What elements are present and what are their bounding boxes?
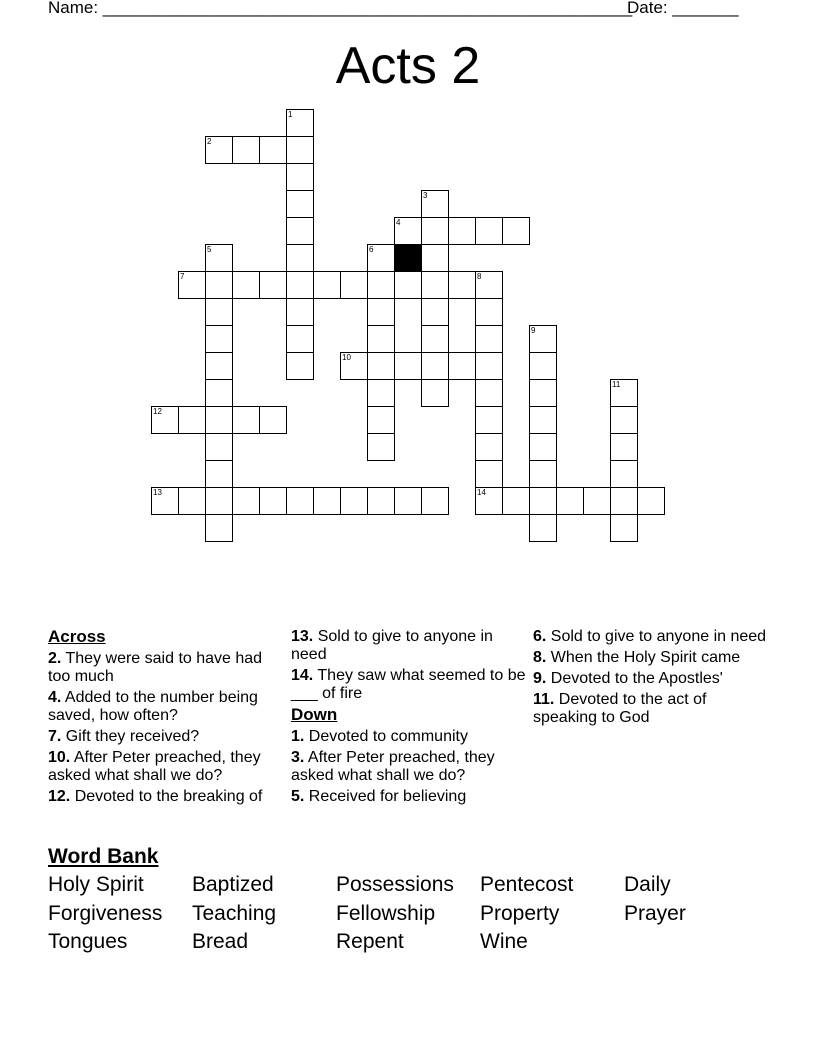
grid-cell[interactable] [475, 487, 503, 515]
grid-cell[interactable] [205, 325, 233, 353]
clue-text: They saw what seemed to be ___ of fire [291, 667, 526, 702]
clue-item [48, 728, 288, 746]
grid-cell[interactable] [340, 271, 368, 299]
clue-item [291, 628, 531, 664]
grid-cell[interactable] [529, 487, 557, 515]
grid-cell[interactable] [367, 244, 395, 272]
word-bank-item: Property [480, 901, 560, 925]
clue-number-label: 10. [48, 749, 71, 766]
clue-item [291, 749, 531, 785]
grid-cell[interactable] [475, 433, 503, 461]
grid-cell[interactable] [421, 271, 449, 299]
grid-cell[interactable] [151, 487, 179, 515]
grid-cell[interactable] [475, 217, 503, 245]
word-bank-item: Bread [192, 930, 249, 953]
clue-item [533, 649, 773, 667]
grid-cell[interactable] [286, 136, 314, 164]
grid-cell[interactable] [610, 514, 638, 542]
grid-cell[interactable] [475, 271, 503, 299]
word-bank-title: Word Bank [48, 845, 159, 868]
word-bank-item: Holy Spirit [48, 873, 144, 896]
grid-cell[interactable] [421, 379, 449, 407]
grid-cell[interactable] [475, 325, 503, 353]
grid-cell[interactable] [367, 487, 395, 515]
grid-cell[interactable] [205, 487, 233, 515]
grid-cell[interactable] [421, 244, 449, 272]
grid-cell[interactable] [529, 325, 557, 353]
clue-text: Devoted to the breaking of [70, 788, 263, 805]
word-bank-item: Tongues [48, 930, 128, 953]
grid-cell[interactable] [286, 298, 314, 326]
grid-cell[interactable] [286, 163, 314, 191]
clue-number-label: 2. [48, 650, 62, 667]
grid-cell[interactable] [475, 406, 503, 434]
grid-cell[interactable] [178, 271, 206, 299]
clue-number-label: 9. [533, 670, 547, 687]
grid-cell[interactable] [313, 271, 341, 299]
grid-cell[interactable] [610, 433, 638, 461]
clue-number: 1 [288, 110, 293, 119]
grid-cell[interactable] [610, 487, 638, 515]
grid-cell[interactable] [286, 244, 314, 272]
grid-cell[interactable] [232, 271, 260, 299]
clue-number-label: 1. [291, 728, 305, 745]
grid-cell[interactable] [610, 406, 638, 434]
grid-cell[interactable] [475, 352, 503, 380]
grid-cell[interactable] [367, 379, 395, 407]
word-bank-item: Daily [624, 873, 671, 896]
grid-cell[interactable] [286, 271, 314, 299]
black-square [394, 244, 422, 272]
grid-cell[interactable] [286, 190, 314, 218]
grid-cell[interactable] [421, 325, 449, 353]
clue-number: 9 [531, 326, 536, 335]
clue-number-label: 12. [48, 788, 71, 805]
grid-cell[interactable] [178, 487, 206, 515]
grid-cell[interactable] [421, 352, 449, 380]
clue-text: Devoted to community [304, 728, 468, 745]
clue-item [291, 728, 531, 746]
clue-item [533, 670, 773, 688]
clue-number: 14 [477, 488, 486, 497]
word-bank-item: Prayer [624, 901, 686, 925]
clue-number-label: 13. [291, 628, 314, 645]
clue-number: 8 [477, 272, 482, 281]
clue-number: 4 [396, 218, 401, 227]
grid-cell[interactable] [313, 487, 341, 515]
clue-item [48, 749, 288, 785]
clue-number: 2 [207, 137, 212, 146]
grid-cell[interactable] [151, 406, 179, 434]
grid-cell[interactable] [394, 352, 422, 380]
grid-cell[interactable] [529, 352, 557, 380]
grid-cell[interactable] [367, 271, 395, 299]
grid-cell[interactable] [529, 460, 557, 488]
grid-cell[interactable] [448, 217, 476, 245]
grid-cell[interactable] [286, 325, 314, 353]
grid-cell[interactable] [286, 487, 314, 515]
clue-number: 12 [153, 407, 162, 416]
grid-cell[interactable] [232, 406, 260, 434]
grid-cell[interactable] [475, 460, 503, 488]
clue-number: 3 [423, 191, 428, 200]
clue-number: 11 [612, 380, 621, 389]
clue-number-label: 14. [291, 667, 314, 684]
clue-text: Added to the number being saved, how often? [48, 689, 258, 724]
grid-cell[interactable] [502, 487, 530, 515]
grid-cell[interactable] [205, 379, 233, 407]
grid-cell[interactable] [610, 460, 638, 488]
clue-text: Gift they received? [61, 728, 200, 745]
clue-text: Devoted to the act of speaking to God [533, 691, 707, 726]
grid-cell[interactable] [205, 244, 233, 272]
grid-cell[interactable] [205, 298, 233, 326]
grid-cell[interactable] [205, 433, 233, 461]
clue-number-label: 3. [291, 749, 305, 766]
clue-text: When the Holy Spirit came [546, 649, 741, 666]
grid-cell[interactable] [205, 352, 233, 380]
grid-cell[interactable] [367, 298, 395, 326]
clue-text: They were said to have had too much [48, 650, 263, 685]
grid-cell[interactable] [421, 298, 449, 326]
grid-cell[interactable] [394, 217, 422, 245]
word-bank-item: Pentecost [480, 873, 574, 896]
word-bank-item: Baptized [192, 873, 274, 896]
grid-cell[interactable] [421, 487, 449, 515]
clue-text: Sold to give to anyone in need [291, 628, 493, 663]
clue-number-label: 11. [533, 691, 555, 708]
clue-item [48, 650, 288, 686]
clue-column-1 [48, 628, 288, 809]
clue-text: Received for believing [304, 788, 467, 805]
clue-item [48, 788, 288, 806]
clue-number-label: 6. [533, 628, 547, 645]
grid-cell[interactable] [232, 136, 260, 164]
clue-column-3 [533, 628, 773, 730]
grid-cell[interactable] [475, 298, 503, 326]
clue-number: 7 [180, 272, 185, 281]
clue-text: Devoted to the Apostles' [546, 670, 723, 687]
grid-cell[interactable] [205, 406, 233, 434]
grid-cell[interactable] [529, 514, 557, 542]
grid-cell[interactable] [367, 406, 395, 434]
grid-cell[interactable] [367, 325, 395, 353]
name-field[interactable]: Name: ________________________________________________________ [48, 0, 633, 17]
clue-item [291, 788, 531, 806]
word-bank-item: Fellowship [336, 901, 436, 925]
grid-cell[interactable] [367, 352, 395, 380]
grid-cell[interactable] [394, 487, 422, 515]
grid-cell[interactable] [205, 460, 233, 488]
clue-item [48, 689, 288, 725]
grid-cell[interactable] [529, 406, 557, 434]
grid-cell[interactable] [367, 433, 395, 461]
grid-cell[interactable] [286, 109, 314, 137]
clue-column-2 [291, 628, 531, 809]
clue-item [533, 691, 773, 727]
grid-cell[interactable] [529, 433, 557, 461]
word-bank-item: Teaching [192, 901, 277, 925]
clue-number-label: 8. [533, 649, 547, 666]
clue-number-label: 4. [48, 689, 62, 706]
grid-cell[interactable] [232, 487, 260, 515]
clue-number: 13 [153, 488, 162, 497]
grid-cell[interactable] [610, 379, 638, 407]
word-bank-item: Possessions [336, 873, 454, 896]
grid-cell[interactable] [637, 487, 665, 515]
clue-item [291, 667, 531, 703]
grid-cell[interactable] [205, 271, 233, 299]
grid-cell[interactable] [340, 352, 368, 380]
grid-cell[interactable] [178, 406, 206, 434]
clue-number-label: 7. [48, 728, 62, 745]
word-bank-item: Wine [480, 930, 528, 953]
grid-cell[interactable] [448, 271, 476, 299]
down-heading: Down [291, 705, 338, 724]
grid-cell[interactable] [583, 487, 611, 515]
grid-cell[interactable] [421, 190, 449, 218]
grid-cell[interactable] [448, 352, 476, 380]
grid-cell[interactable] [286, 217, 314, 245]
grid-cell[interactable] [502, 217, 530, 245]
across-heading: Across [48, 627, 106, 646]
grid-cell[interactable] [259, 487, 287, 515]
date-field[interactable]: Date: _______ [627, 0, 739, 17]
clue-number: 5 [207, 245, 212, 254]
grid-cell[interactable] [529, 379, 557, 407]
grid-cell[interactable] [475, 379, 503, 407]
grid-cell[interactable] [205, 136, 233, 164]
clue-number-label: 5. [291, 788, 305, 805]
word-bank-item: Forgiveness [48, 901, 163, 925]
grid-cell[interactable] [340, 487, 368, 515]
page-title: Acts 2 [335, 37, 481, 95]
clue-text: After Peter preached, they asked what shall we do? [48, 749, 261, 784]
clue-number: 10 [342, 353, 351, 362]
clue-text: Sold to give to anyone in need [546, 628, 767, 645]
grid-cell[interactable] [421, 217, 449, 245]
grid-cell[interactable] [259, 271, 287, 299]
word-bank-item: Repent [336, 930, 404, 953]
grid-cell[interactable] [286, 352, 314, 380]
grid-cell[interactable] [205, 514, 233, 542]
word-bank [48, 873, 768, 959]
clue-item [533, 628, 773, 646]
grid-cell[interactable] [394, 271, 422, 299]
grid-cell[interactable] [556, 487, 584, 515]
grid-cell[interactable] [259, 136, 287, 164]
grid-cell[interactable] [259, 406, 287, 434]
clue-number: 6 [369, 245, 374, 254]
clue-text: After Peter preached, they asked what shall we do? [291, 749, 495, 784]
